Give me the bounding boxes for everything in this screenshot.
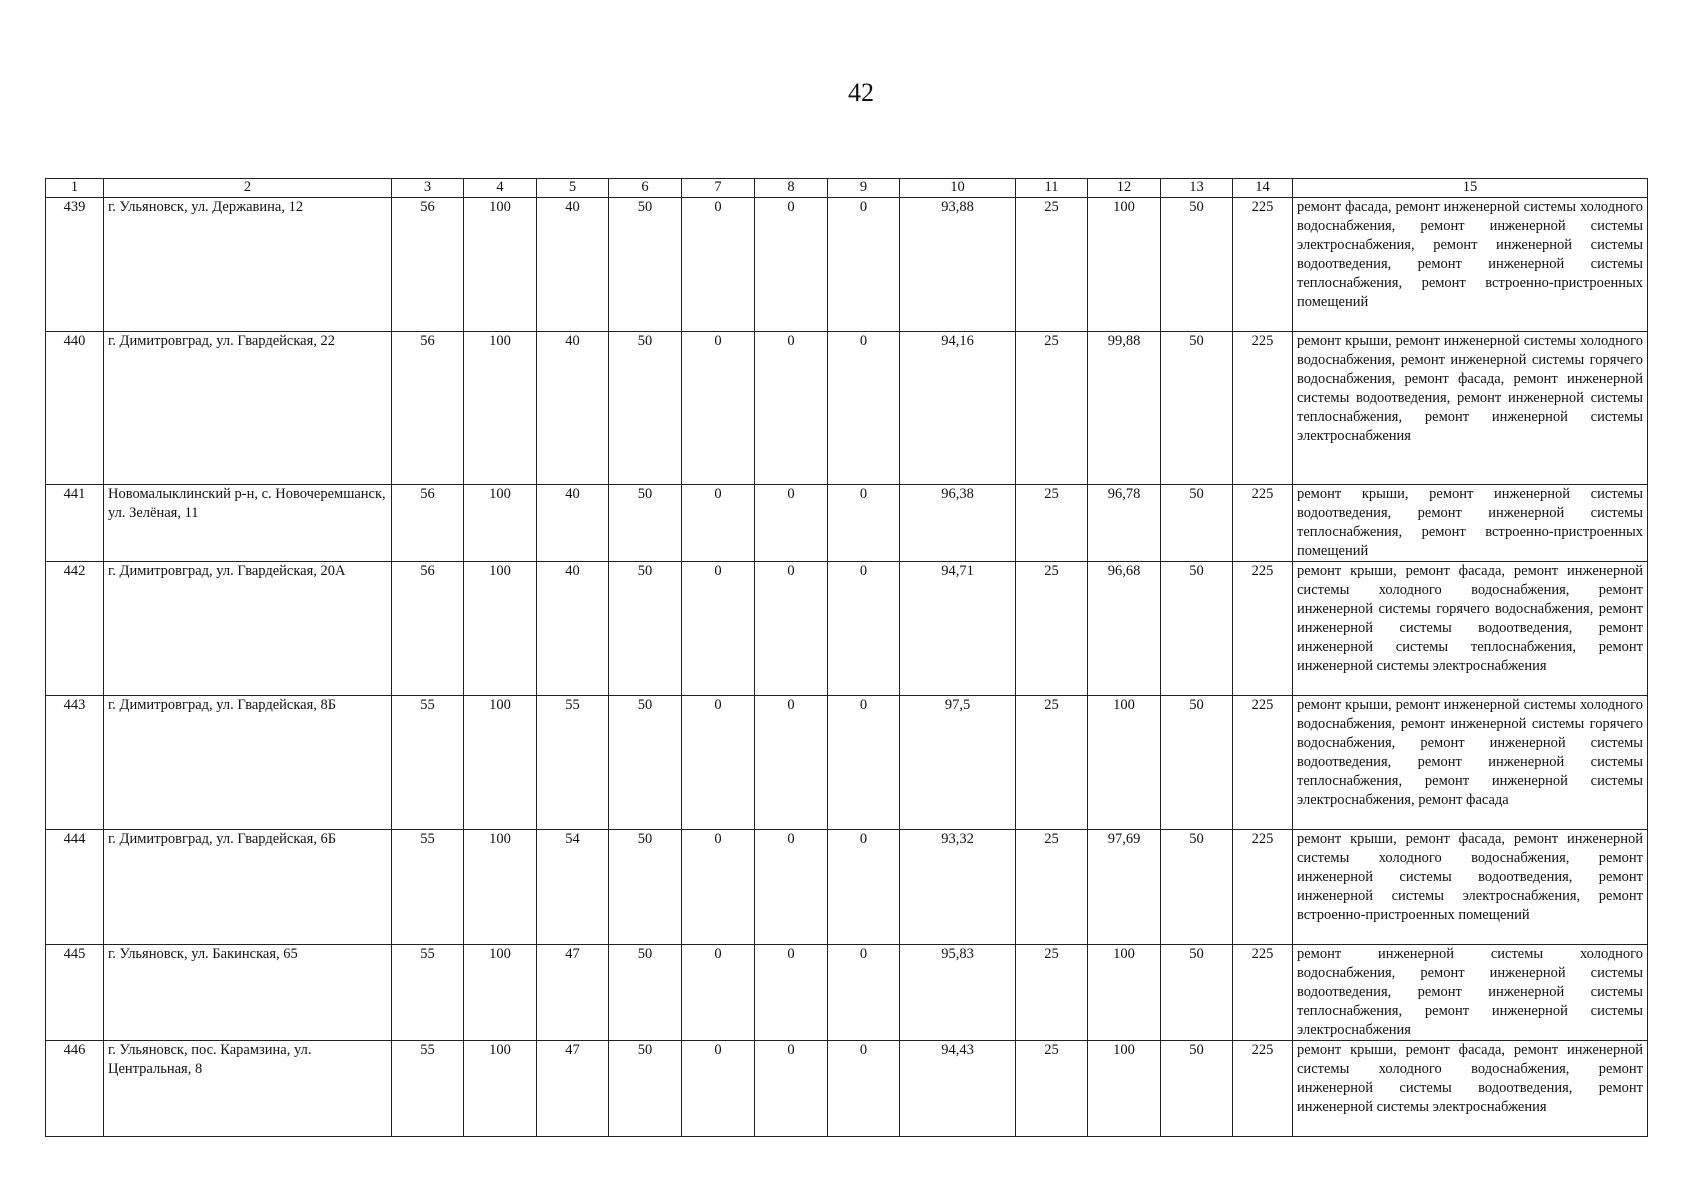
- value-cell: 95,83: [900, 945, 1016, 1041]
- works-cell: ремонт крыши, ремонт фасада, ремонт инженерной системы холодного водоснабжения, ремонт инженерной системы водоотведения, ремонт инженерной системы электроснабжения: [1293, 1041, 1648, 1137]
- value-cell: 0: [828, 485, 900, 562]
- column-header: 14: [1233, 179, 1293, 198]
- value-cell: 96,78: [1088, 485, 1161, 562]
- value-cell: 225: [1233, 198, 1293, 332]
- value-cell: 50: [609, 485, 682, 562]
- table-row: [46, 945, 1648, 1041]
- value-cell: 0: [828, 1041, 900, 1137]
- value-cell: 50: [609, 945, 682, 1041]
- value-cell: 50: [609, 198, 682, 332]
- row-number: 441: [46, 485, 104, 562]
- address-cell: г. Ульяновск, ул. Державина, 12: [104, 198, 392, 332]
- value-cell: 225: [1233, 1041, 1293, 1137]
- value-cell: 100: [464, 198, 537, 332]
- value-cell: 0: [755, 332, 828, 485]
- column-header: 9: [828, 179, 900, 198]
- table-row: [46, 830, 1648, 945]
- column-header: 5: [537, 179, 609, 198]
- value-cell: 25: [1016, 485, 1088, 562]
- page-number: 42: [848, 78, 874, 107]
- value-cell: 225: [1233, 485, 1293, 562]
- value-cell: 225: [1233, 830, 1293, 945]
- value-cell: 47: [537, 945, 609, 1041]
- row-number: 440: [46, 332, 104, 485]
- value-cell: 40: [537, 198, 609, 332]
- value-cell: 94,43: [900, 1041, 1016, 1137]
- value-cell: 0: [828, 945, 900, 1041]
- value-cell: 50: [609, 830, 682, 945]
- value-cell: 99,88: [1088, 332, 1161, 485]
- value-cell: 50: [1161, 198, 1233, 332]
- value-cell: 100: [464, 1041, 537, 1137]
- address-cell: г. Димитровград, ул. Гвардейская, 20А: [104, 562, 392, 696]
- value-cell: 47: [537, 1041, 609, 1137]
- value-cell: 50: [609, 696, 682, 830]
- value-cell: 55: [392, 696, 464, 830]
- value-cell: 100: [1088, 945, 1161, 1041]
- value-cell: 0: [828, 332, 900, 485]
- value-cell: 93,88: [900, 198, 1016, 332]
- works-cell: ремонт крыши, ремонт фасада, ремонт инженерной системы холодного водоснабжения, ремонт инженерной системы водоотведения, ремонт инженерной системы электроснабжения, ремонт встроенно-пристроенных помещений: [1293, 830, 1648, 945]
- value-cell: 55: [392, 945, 464, 1041]
- value-cell: 25: [1016, 1041, 1088, 1137]
- value-cell: 50: [609, 332, 682, 485]
- value-cell: 25: [1016, 830, 1088, 945]
- value-cell: 100: [464, 332, 537, 485]
- address-cell: г. Димитровград, ул. Гвардейская, 6Б: [104, 830, 392, 945]
- value-cell: 225: [1233, 945, 1293, 1041]
- value-cell: 97,5: [900, 696, 1016, 830]
- value-cell: 225: [1233, 696, 1293, 830]
- works-cell: ремонт фасада, ремонт инженерной системы холодного водоснабжения, ремонт инженерной системы электроснабжения, ремонт инженерной системы водоотведения, ремонт инженерной системы теплоснабжения, ремонт встроенно-пристроенных помещений: [1293, 198, 1648, 332]
- value-cell: 100: [1088, 696, 1161, 830]
- value-cell: 50: [1161, 830, 1233, 945]
- table-row: [46, 696, 1648, 830]
- value-cell: 50: [609, 1041, 682, 1137]
- value-cell: 50: [1161, 945, 1233, 1041]
- column-header: 8: [755, 179, 828, 198]
- value-cell: 0: [755, 562, 828, 696]
- column-number-header: [46, 179, 1648, 198]
- column-header: 12: [1088, 179, 1161, 198]
- works-cell: ремонт инженерной системы холодного водоснабжения, ремонт инженерной системы водоотведения, ремонт инженерной системы теплоснабжения, ремонт инженерной системы электроснабжения: [1293, 945, 1648, 1041]
- value-cell: 0: [682, 696, 755, 830]
- repair-program-table: [45, 178, 1648, 1137]
- value-cell: 56: [392, 562, 464, 696]
- column-header: 11: [1016, 179, 1088, 198]
- value-cell: 56: [392, 332, 464, 485]
- table-row: [46, 485, 1648, 562]
- column-header: 10: [900, 179, 1016, 198]
- value-cell: 225: [1233, 562, 1293, 696]
- value-cell: 50: [1161, 562, 1233, 696]
- value-cell: 93,32: [900, 830, 1016, 945]
- value-cell: 25: [1016, 198, 1088, 332]
- value-cell: 0: [682, 485, 755, 562]
- value-cell: 94,16: [900, 332, 1016, 485]
- value-cell: 100: [464, 830, 537, 945]
- row-number: 444: [46, 830, 104, 945]
- value-cell: 0: [828, 562, 900, 696]
- column-header: 6: [609, 179, 682, 198]
- value-cell: 25: [1016, 945, 1088, 1041]
- address-cell: г. Димитровград, ул. Гвардейская, 22: [104, 332, 392, 485]
- column-header: 13: [1161, 179, 1233, 198]
- value-cell: 0: [755, 830, 828, 945]
- table-row: [46, 332, 1648, 485]
- value-cell: 96,68: [1088, 562, 1161, 696]
- value-cell: 100: [464, 696, 537, 830]
- row-number: 446: [46, 1041, 104, 1137]
- value-cell: 50: [1161, 696, 1233, 830]
- value-cell: 50: [1161, 332, 1233, 485]
- value-cell: 40: [537, 485, 609, 562]
- value-cell: 40: [537, 332, 609, 485]
- value-cell: 25: [1016, 562, 1088, 696]
- value-cell: 0: [682, 830, 755, 945]
- row-number: 443: [46, 696, 104, 830]
- value-cell: 97,69: [1088, 830, 1161, 945]
- value-cell: 0: [755, 485, 828, 562]
- value-cell: 0: [755, 696, 828, 830]
- address-cell: г. Ульяновск, ул. Бакинская, 65: [104, 945, 392, 1041]
- value-cell: 0: [682, 1041, 755, 1137]
- row-number: 439: [46, 198, 104, 332]
- table-row: [46, 1041, 1648, 1137]
- row-number: 445: [46, 945, 104, 1041]
- table-row: [46, 562, 1648, 696]
- column-header: 2: [104, 179, 392, 198]
- works-cell: ремонт крыши, ремонт инженерной системы холодного водоснабжения, ремонт инженерной системы горячего водоснабжения, ремонт фасада, ремонт инженерной системы водоотведения, ремонт инженерной системы теплоснабжения, ремонт инженерной системы электроснабжения: [1293, 332, 1648, 485]
- value-cell: 0: [755, 198, 828, 332]
- column-header: 1: [46, 179, 104, 198]
- value-cell: 55: [537, 696, 609, 830]
- works-cell: ремонт крыши, ремонт инженерной системы водоотведения, ремонт инженерной системы теплоснабжения, ремонт встроенно-пристроенных помещений: [1293, 485, 1648, 562]
- address-cell: г. Димитровград, ул. Гвардейская, 8Б: [104, 696, 392, 830]
- value-cell: 0: [755, 1041, 828, 1137]
- table-row: [46, 198, 1648, 332]
- column-header: 3: [392, 179, 464, 198]
- value-cell: 0: [828, 198, 900, 332]
- value-cell: 54: [537, 830, 609, 945]
- value-cell: 0: [682, 332, 755, 485]
- address-cell: г. Ульяновск, пос. Карамзина, ул. Центральная, 8: [104, 1041, 392, 1137]
- value-cell: 100: [1088, 198, 1161, 332]
- value-cell: 100: [464, 945, 537, 1041]
- value-cell: 50: [1161, 485, 1233, 562]
- value-cell: 0: [682, 198, 755, 332]
- value-cell: 55: [392, 830, 464, 945]
- column-header: 7: [682, 179, 755, 198]
- value-cell: 0: [682, 945, 755, 1041]
- value-cell: 56: [392, 198, 464, 332]
- value-cell: 25: [1016, 332, 1088, 485]
- value-cell: 94,71: [900, 562, 1016, 696]
- works-cell: ремонт крыши, ремонт инженерной системы холодного водоснабжения, ремонт инженерной системы горячего водоснабжения, ремонт инженерной системы водоотведения, ремонт инженерной системы теплоснабжения, ремонт инженерной системы электроснабжения, ремонт фасада: [1293, 696, 1648, 830]
- value-cell: 0: [828, 830, 900, 945]
- value-cell: 25: [1016, 696, 1088, 830]
- value-cell: 40: [537, 562, 609, 696]
- value-cell: 0: [828, 696, 900, 830]
- value-cell: 96,38: [900, 485, 1016, 562]
- works-cell: ремонт крыши, ремонт фасада, ремонт инженерной системы холодного водоснабжения, ремонт инженерной системы горячего водоснабжения, ремонт инженерной системы водоотведения, ремонт инженерной системы теплоснабжения, ремонт инженерной системы электроснабжения: [1293, 562, 1648, 696]
- value-cell: 100: [464, 485, 537, 562]
- value-cell: 55: [392, 1041, 464, 1137]
- value-cell: 0: [682, 562, 755, 696]
- value-cell: 100: [1088, 1041, 1161, 1137]
- value-cell: 0: [755, 945, 828, 1041]
- row-number: 442: [46, 562, 104, 696]
- column-header: 4: [464, 179, 537, 198]
- column-header: 15: [1293, 179, 1648, 198]
- address-cell: Новомалыклинский р-н, с. Новочеремшанск, ул. Зелёная, 11: [104, 485, 392, 562]
- value-cell: 225: [1233, 332, 1293, 485]
- value-cell: 100: [464, 562, 537, 696]
- value-cell: 50: [609, 562, 682, 696]
- value-cell: 56: [392, 485, 464, 562]
- value-cell: 50: [1161, 1041, 1233, 1137]
